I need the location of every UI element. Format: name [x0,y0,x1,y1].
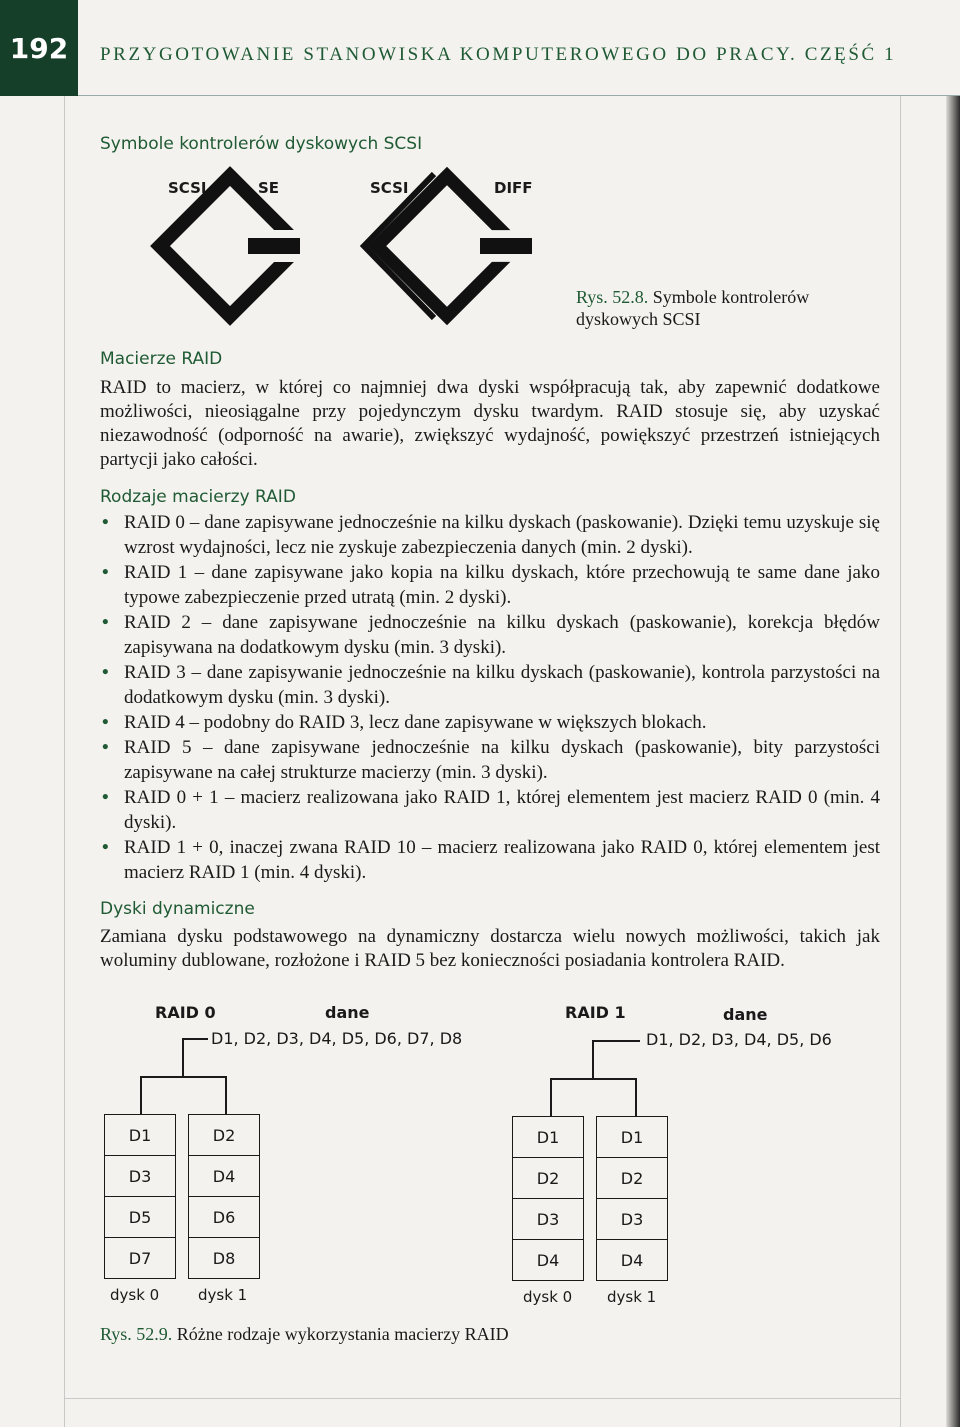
disk-block: D1 [597,1117,667,1158]
list-item [100,560,880,610]
raid0-title: RAID 0 [155,1003,216,1022]
bullet-icon: • [102,787,109,808]
raid1-title: RAID 1 [565,1003,626,1022]
caption-text: Różne rodzaje wykorzystania macierzy RAID [176,1324,509,1344]
connector-line [592,1040,594,1078]
list-item-text: RAID 5 – dane zapisywane jednocześnie na kilku dyskach (paskowanie), bity parzystości zapisywane na całej strukturze macierzy (min. 3 dyski). [124,737,880,783]
bottom-rule [64,1398,900,1399]
list-item-text: RAID 2 – dane zapisywane jednocześnie na kilku dyskach (paskowanie), korekcja błędów zapisywana na dodatkowym dysku (min. 3 dyski). [124,612,880,658]
disk-block: D6 [189,1197,259,1238]
connector-line [550,1078,552,1116]
raid1-disk0-label: dysk 0 [523,1288,573,1306]
list-item-text: RAID 0 – dane zapisywane jednocześnie na kilku dyskach (paskowanie). Dzięki temu uzyskuje się wzrost wydajności, lecz nie zyskuje zabezpieczenia danych (min. 2 dyski). [124,512,880,558]
figure-52-8-caption [576,286,809,330]
list-item [100,735,880,785]
raid0-disk0 [104,1114,176,1279]
raid0-disk0-label: dysk 0 [110,1286,160,1304]
list-item [100,710,880,735]
scsi-diff-symbol [352,160,542,330]
list-item [100,510,880,560]
raid-types-list [100,510,880,885]
figure-number: Rys. 52.9. [100,1324,173,1344]
bullet-icon: • [102,712,109,733]
list-item [100,785,880,835]
raid1-disk0 [512,1116,584,1281]
raid0-data-label: dane [325,1003,370,1022]
scsi-symbol1-left-label: SCSI [168,179,207,197]
running-header: PRZYGOTOWANIE STANOWISKA KOMPUTEROWEGO DO PRACY. CZĘŚĆ 1 [100,44,897,65]
scsi-symbol2-right-label: DIFF [494,179,533,197]
raid0-disk1-label: dysk 1 [198,1286,248,1304]
bullet-icon: • [102,512,109,533]
caption-text-line2: dyskowych SCSI [576,309,701,329]
disk-block: D3 [105,1156,175,1197]
caption-text: Symbole kontrolerów [652,287,810,307]
dynamic-disks-paragraph: Zamiana dysku podstawowego na dynamiczny dostarcza wielu nowych możliwości, takich jak woluminy dublowane, rozłożone i RAID 5 bez konieczności posiadania kontrolera RAID. [100,926,880,971]
raid0-data-list: D1, D2, D3, D4, D5, D6, D7, D8 [211,1029,463,1048]
figure-52-9-caption [100,1323,509,1345]
raid-intro-paragraph: RAID to macierz, w której co najmniej dwa dyski współpracują tak, aby zapewnić dodatkowe możliwości, nieosiągalne przy pojedynczym dysku twardym. RAID stosuje się, aby uzyskać niezawodność (odporność na awarie), zwiększyć wydajność, powiększyć przestrzeń istniejących partycji jako całości. [100,377,880,470]
disk-block: D2 [597,1158,667,1199]
raid1-disk1 [596,1116,668,1281]
disk-block: D4 [620,1250,644,1270]
scsi-symbol2-left-label: SCSI [370,179,409,197]
bullet-icon: • [102,612,109,633]
disk-block: D3 [513,1199,583,1240]
bullet-icon: • [102,737,109,758]
raid1-data-list: D1, D2, D3, D4, D5, D6 [646,1030,832,1049]
scsi-symbol1-right-label: SE [258,179,280,197]
connector-line [182,1038,208,1040]
disk-block: D3 [597,1199,667,1240]
connector-line [550,1078,636,1080]
list-item-text: RAID 1 + 0, inaczej zwana RAID 10 – macierz realizowana jako RAID 0, której elementem jest macierz RAID 1 (min. 4 dyski). [124,837,880,883]
raid1-disk1-label: dysk 1 [607,1288,657,1306]
raid-intro-heading: Macierze RAID [100,349,223,369]
connector-line [140,1076,142,1114]
list-item-text: RAID 1 – dane zapisywane jako kopia na kilku dyskach, które przechowują te same dane jako typowe zabezpieczenie przed utratą (min. 2 dyski). [124,562,880,608]
raid-types-heading: Rodzaje macierzy RAID [100,487,296,507]
page-edge [946,96,960,1427]
disk-block: D1 [513,1117,583,1158]
dynamic-disks-heading: Dyski dynamiczne [100,899,255,919]
connector-line [182,1038,184,1076]
bullet-icon: • [102,662,109,683]
disk-block: D7 [128,1248,152,1268]
bullet-icon: • [102,562,109,583]
margin-line-left [64,96,65,1427]
connector-line [635,1078,637,1116]
list-item-text: RAID 3 – dane zapisywanie jednocześnie na kilku dyskach (paskowanie), kontrola parzystości na dodatkowym dysku (min. 3 dyski). [124,662,880,708]
figure-number: Rys. 52.8. [576,287,649,307]
list-item [100,835,880,885]
margin-line-right [900,96,901,1427]
scsi-se-symbol [150,160,310,330]
list-item-text: RAID 0 + 1 – macierz realizowana jako RAID 1, której elementem jest macierz RAID 0 (min. 4 dyski). [124,787,880,833]
header-rule [78,95,960,96]
list-item-text: RAID 4 – podobny do RAID 3, lecz dane zapisywane w większych blokach. [124,712,707,733]
disk-block: D4 [189,1156,259,1197]
scsi-section-heading: Symbole kontrolerów dyskowych SCSI [100,134,423,154]
page-number: 192 [0,0,78,96]
raid1-data-label: dane [723,1005,768,1024]
disk-block: D2 [513,1158,583,1199]
connector-line [592,1040,640,1042]
disk-block: D2 [189,1115,259,1156]
disk-block: D4 [536,1250,560,1270]
connector-line [225,1076,227,1114]
connector-line [140,1076,226,1078]
raid0-disk1 [188,1114,260,1279]
disk-block: D1 [105,1115,175,1156]
disk-block: D8 [212,1248,236,1268]
disk-block: D5 [105,1197,175,1238]
list-item [100,610,880,660]
bullet-icon: • [102,837,109,858]
list-item [100,660,880,710]
